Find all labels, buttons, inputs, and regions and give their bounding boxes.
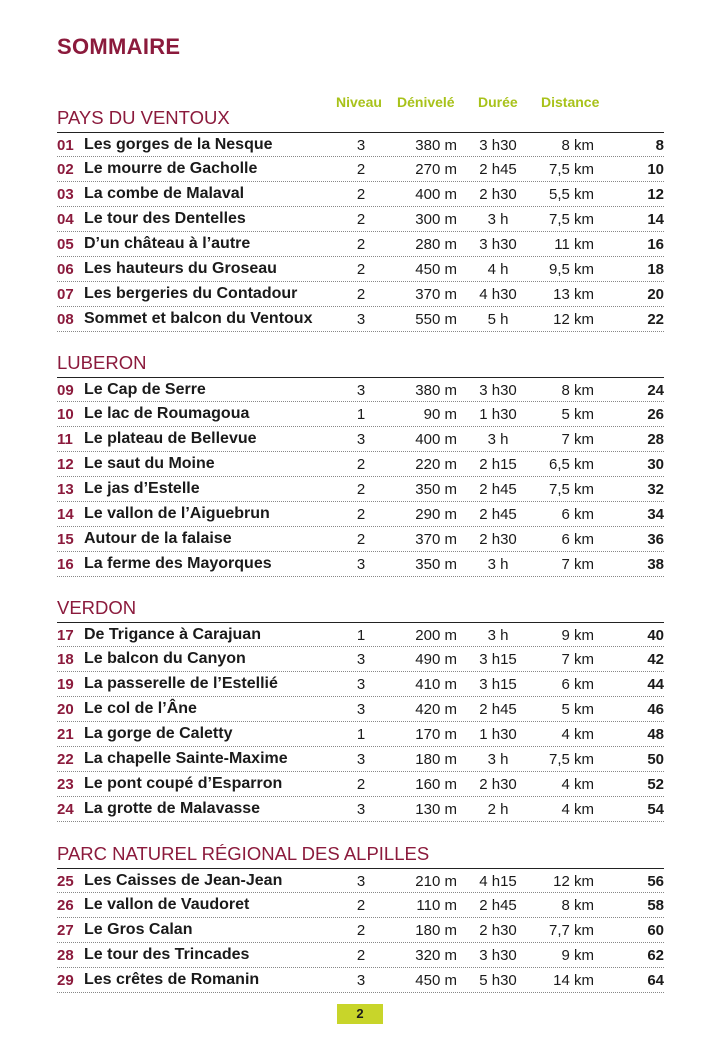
entry-niveau: 3 xyxy=(356,651,366,668)
entry-niveau: 3 xyxy=(356,676,366,693)
entry-distance: 11 km xyxy=(554,236,594,253)
entry-niveau: 3 xyxy=(356,382,366,399)
entry-number: 08 xyxy=(57,311,74,328)
entry-duree: 2 h45 xyxy=(479,897,517,914)
toc-entry[interactable] xyxy=(57,132,664,157)
entry-niveau: 2 xyxy=(356,776,366,793)
entry-page: 18 xyxy=(647,261,664,278)
entry-number: 15 xyxy=(57,531,74,548)
entry-niveau: 2 xyxy=(356,947,366,964)
toc-entry[interactable] xyxy=(57,257,664,282)
entry-duree: 3 h15 xyxy=(479,651,517,668)
toc-entry[interactable] xyxy=(57,968,664,993)
entry-denivele: 290 m xyxy=(415,506,457,523)
toc-entry[interactable] xyxy=(57,868,664,893)
entry-duree: 2 h45 xyxy=(479,481,517,498)
entry-distance: 7,7 km xyxy=(548,922,594,939)
entry-page: 20 xyxy=(647,286,664,303)
entry-niveau: 3 xyxy=(356,801,366,818)
entry-page: 34 xyxy=(647,506,664,523)
entry-page: 64 xyxy=(647,972,664,989)
entry-duree: 2 h30 xyxy=(479,186,517,203)
toc-entry[interactable] xyxy=(57,157,664,182)
entry-niveau: 1 xyxy=(356,627,366,644)
column-header-distance: Distance xyxy=(541,94,600,110)
toc-entry[interactable] xyxy=(57,697,664,722)
page-number: 2 xyxy=(337,1004,383,1024)
entry-denivele: 180 m xyxy=(415,751,457,768)
entry-duree: 3 h30 xyxy=(479,137,517,154)
entry-denivele: 200 m xyxy=(415,627,457,644)
entry-number: 26 xyxy=(57,897,74,914)
entry-page: 38 xyxy=(647,556,664,573)
entry-denivele: 350 m xyxy=(415,481,457,498)
entry-distance: 7,5 km xyxy=(548,161,594,178)
entry-denivele: 160 m xyxy=(415,776,457,793)
entry-denivele: 350 m xyxy=(415,556,457,573)
entry-page: 28 xyxy=(647,431,664,448)
entry-duree: 3 h xyxy=(487,556,509,573)
entry-page: 32 xyxy=(647,481,664,498)
entry-duree: 3 h30 xyxy=(479,947,517,964)
entry-denivele: 380 m xyxy=(415,137,457,154)
toc-entry[interactable] xyxy=(57,893,664,918)
toc-entry[interactable] xyxy=(57,797,664,822)
entry-duree: 2 h30 xyxy=(479,922,517,939)
entry-duree: 4 h30 xyxy=(479,286,517,303)
entry-niveau: 2 xyxy=(356,922,366,939)
entry-number: 17 xyxy=(57,627,74,644)
entry-duree: 3 h30 xyxy=(479,236,517,253)
entry-denivele: 90 m xyxy=(423,406,457,423)
entry-name: Les gorges de la Nesque xyxy=(84,136,273,153)
entry-page: 8 xyxy=(655,137,664,154)
toc-entry[interactable] xyxy=(57,402,664,427)
entry-niveau: 3 xyxy=(356,137,366,154)
entry-page: 56 xyxy=(647,873,664,890)
entry-name: Le col de l’Âne xyxy=(84,700,197,717)
entry-name: Le mourre de Gacholle xyxy=(84,160,258,177)
toc-entry[interactable] xyxy=(57,427,664,452)
entry-name: Les bergeries du Contadour xyxy=(84,285,298,302)
toc-entry[interactable] xyxy=(57,377,664,402)
entry-number: 27 xyxy=(57,922,74,939)
entry-page: 40 xyxy=(647,627,664,644)
toc-entry[interactable] xyxy=(57,527,664,552)
entry-name: La grotte de Malavasse xyxy=(84,800,261,817)
entry-distance: 5 km xyxy=(561,406,594,423)
entry-denivele: 280 m xyxy=(415,236,457,253)
entry-page: 46 xyxy=(647,701,664,718)
entry-distance: 5 km xyxy=(561,701,594,718)
entry-name: La ferme des Mayorques xyxy=(84,555,272,572)
entry-number: 24 xyxy=(57,801,74,818)
entry-distance: 7,5 km xyxy=(548,211,594,228)
toc-entry[interactable] xyxy=(57,477,664,502)
entry-duree: 5 h xyxy=(487,311,509,328)
entry-name: Le balcon du Canyon xyxy=(84,650,246,667)
toc-entry[interactable] xyxy=(57,622,664,647)
toc-entry[interactable] xyxy=(57,647,664,672)
entry-number: 21 xyxy=(57,726,74,743)
entry-number: 05 xyxy=(57,236,74,253)
entry-denivele: 400 m xyxy=(415,431,457,448)
entry-name: Les Caisses de Jean-Jean xyxy=(84,872,283,889)
entry-page: 60 xyxy=(647,922,664,939)
entry-name: Le vallon de Vaudoret xyxy=(84,896,250,913)
entry-distance: 7,5 km xyxy=(548,751,594,768)
entry-page: 22 xyxy=(647,311,664,328)
entry-distance: 4 km xyxy=(561,801,594,818)
toc-entry[interactable] xyxy=(57,182,664,207)
entry-name: Le tour des Trincades xyxy=(84,946,250,963)
entry-niveau: 3 xyxy=(356,873,366,890)
entry-number: 29 xyxy=(57,972,74,989)
entry-name: La chapelle Sainte-Maxime xyxy=(84,750,288,767)
entry-distance: 6 km xyxy=(561,506,594,523)
entry-name: Sommet et balcon du Ventoux xyxy=(84,310,313,327)
entry-number: 04 xyxy=(57,211,74,228)
entry-number: 23 xyxy=(57,776,74,793)
entry-duree: 2 h15 xyxy=(479,456,517,473)
entry-distance: 8 km xyxy=(561,137,594,154)
entry-distance: 6 km xyxy=(561,531,594,548)
entry-name: La gorge de Caletty xyxy=(84,725,233,742)
entry-distance: 6 km xyxy=(561,676,594,693)
entry-denivele: 220 m xyxy=(415,456,457,473)
entry-denivele: 410 m xyxy=(415,676,457,693)
entry-niveau: 2 xyxy=(356,286,366,303)
entry-distance: 9,5 km xyxy=(548,261,594,278)
entry-name: Le lac de Roumagoua xyxy=(84,405,250,422)
entry-name: Les crêtes de Romanin xyxy=(84,971,260,988)
entry-niveau: 3 xyxy=(356,751,366,768)
entry-page: 16 xyxy=(647,236,664,253)
toc-entry[interactable] xyxy=(57,747,664,772)
entry-duree: 2 h45 xyxy=(479,506,517,523)
entry-duree: 3 h xyxy=(487,627,509,644)
entry-distance: 4 km xyxy=(561,726,594,743)
entry-niveau: 3 xyxy=(356,311,366,328)
page-title: SOMMAIRE xyxy=(57,34,181,59)
section-title: PARC NATUREL RÉGIONAL DES ALPILLES xyxy=(57,843,430,864)
entry-duree: 2 h30 xyxy=(479,531,517,548)
entry-denivele: 550 m xyxy=(415,311,457,328)
entry-number: 06 xyxy=(57,261,74,278)
entry-number: 14 xyxy=(57,506,74,523)
toc-entry[interactable] xyxy=(57,772,664,797)
entry-niveau: 3 xyxy=(356,431,366,448)
entry-page: 44 xyxy=(647,676,664,693)
entry-niveau: 2 xyxy=(356,211,366,228)
entry-niveau: 3 xyxy=(356,972,366,989)
toc-entry[interactable] xyxy=(57,282,664,307)
entry-distance: 13 km xyxy=(553,286,594,303)
toc-entry[interactable] xyxy=(57,232,664,257)
entry-distance: 7 km xyxy=(561,651,594,668)
entry-niveau: 2 xyxy=(356,506,366,523)
section-title: PAYS DU VENTOUX xyxy=(57,107,230,128)
entry-distance: 7,5 km xyxy=(548,481,594,498)
entry-page: 52 xyxy=(647,776,664,793)
entry-name: Le plateau de Bellevue xyxy=(84,430,257,447)
entry-niveau: 2 xyxy=(356,897,366,914)
toc-entry[interactable] xyxy=(57,452,664,477)
toc-entry[interactable] xyxy=(57,722,664,747)
entry-distance: 12 km xyxy=(553,873,594,890)
entry-name: Le jas d’Estelle xyxy=(84,480,200,497)
entry-name: Le Gros Calan xyxy=(84,921,193,938)
entry-name: Le Cap de Serre xyxy=(84,381,206,398)
entry-denivele: 210 m xyxy=(415,873,457,890)
toc-entry[interactable] xyxy=(57,502,664,527)
entry-name: De Trigance à Carajuan xyxy=(84,626,261,643)
entry-page: 14 xyxy=(647,211,664,228)
entry-page: 50 xyxy=(647,751,664,768)
entry-duree: 5 h30 xyxy=(479,972,517,989)
entry-duree: 2 h45 xyxy=(479,701,517,718)
entry-denivele: 420 m xyxy=(415,701,457,718)
section-alpilles xyxy=(57,842,664,993)
entry-denivele: 370 m xyxy=(415,531,457,548)
entry-duree: 2 h45 xyxy=(479,161,517,178)
entry-page: 58 xyxy=(647,897,664,914)
entry-duree: 1 h30 xyxy=(479,406,517,423)
entry-number: 28 xyxy=(57,947,74,964)
entry-number: 07 xyxy=(57,286,74,303)
entry-distance: 8 km xyxy=(561,897,594,914)
entry-distance: 7 km xyxy=(561,556,594,573)
section-luberon xyxy=(57,351,664,577)
entry-denivele: 380 m xyxy=(415,382,457,399)
entry-number: 22 xyxy=(57,751,74,768)
entry-denivele: 130 m xyxy=(415,801,457,818)
entry-number: 11 xyxy=(57,431,73,448)
section-pays-du-ventoux xyxy=(57,106,664,332)
entry-duree: 1 h30 xyxy=(479,726,517,743)
entry-denivele: 180 m xyxy=(415,922,457,939)
column-header-denivele: Dénivelé xyxy=(397,94,455,110)
entry-name: Le saut du Moine xyxy=(84,455,215,472)
entry-distance: 14 km xyxy=(553,972,594,989)
toc-entry[interactable] xyxy=(57,207,664,232)
entry-niveau: 2 xyxy=(356,531,366,548)
entry-distance: 6,5 km xyxy=(548,456,594,473)
entry-number: 18 xyxy=(57,651,74,668)
entry-duree: 3 h15 xyxy=(479,676,517,693)
entry-name: Les hauteurs du Groseau xyxy=(84,260,277,277)
entry-duree: 4 h15 xyxy=(479,873,517,890)
entry-niveau: 2 xyxy=(356,186,366,203)
entry-page: 42 xyxy=(647,651,664,668)
entry-name: La combe de Malaval xyxy=(84,185,245,202)
entry-page: 36 xyxy=(647,531,664,548)
entry-page: 26 xyxy=(647,406,664,423)
toc-entry[interactable] xyxy=(57,672,664,697)
entry-denivele: 300 m xyxy=(415,211,457,228)
entry-denivele: 400 m xyxy=(415,186,457,203)
entry-number: 02 xyxy=(57,161,74,178)
entry-page: 48 xyxy=(647,726,664,743)
entry-denivele: 270 m xyxy=(415,161,457,178)
entry-name: D’un château à l’autre xyxy=(84,235,251,252)
entry-niveau: 3 xyxy=(356,701,366,718)
entry-niveau: 1 xyxy=(356,726,366,743)
entry-duree: 3 h30 xyxy=(479,382,517,399)
entry-name: Le pont coupé d’Esparron xyxy=(84,775,283,792)
entry-page: 24 xyxy=(647,382,664,399)
entry-denivele: 490 m xyxy=(415,651,457,668)
toc-entry[interactable] xyxy=(57,307,664,332)
entry-number: 10 xyxy=(57,406,74,423)
entry-denivele: 450 m xyxy=(415,261,457,278)
entry-page: 54 xyxy=(647,801,664,818)
entry-niveau: 2 xyxy=(356,236,366,253)
entry-name: Autour de la falaise xyxy=(84,530,232,547)
entry-number: 19 xyxy=(57,676,74,693)
entry-distance: 7 km xyxy=(561,431,594,448)
section-title: VERDON xyxy=(57,597,137,618)
entry-niveau: 2 xyxy=(356,161,366,178)
entry-number: 25 xyxy=(57,873,74,890)
entry-number: 16 xyxy=(57,556,74,573)
entry-name: Le vallon de l’Aiguebrun xyxy=(84,505,270,522)
section-verdon xyxy=(57,596,664,822)
entry-number: 13 xyxy=(57,481,74,498)
entry-duree: 3 h xyxy=(487,751,509,768)
entry-duree: 2 h xyxy=(487,801,509,818)
entry-duree: 2 h30 xyxy=(479,776,517,793)
entry-number: 12 xyxy=(57,456,74,473)
entry-niveau: 2 xyxy=(356,261,366,278)
entry-niveau: 2 xyxy=(356,456,366,473)
entry-denivele: 110 m xyxy=(416,897,457,914)
toc-entry[interactable] xyxy=(57,943,664,968)
entry-number: 03 xyxy=(57,186,74,203)
entry-niveau: 1 xyxy=(356,406,366,423)
entry-denivele: 450 m xyxy=(415,972,457,989)
entry-page: 12 xyxy=(647,186,664,203)
entry-niveau: 2 xyxy=(356,481,366,498)
entry-distance: 8 km xyxy=(561,382,594,399)
column-header-niveau: Niveau xyxy=(336,94,382,110)
entry-duree: 3 h xyxy=(487,431,509,448)
entry-name: La passerelle de l’Estellié xyxy=(84,675,278,692)
entry-distance: 12 km xyxy=(553,311,594,328)
toc-entry[interactable] xyxy=(57,552,664,577)
column-header-duree: Durée xyxy=(478,94,518,110)
entry-denivele: 320 m xyxy=(415,947,457,964)
entry-distance: 5,5 km xyxy=(548,186,594,203)
entry-page: 30 xyxy=(647,456,664,473)
entry-number: 01 xyxy=(57,137,74,154)
entry-number: 09 xyxy=(57,382,74,399)
entry-distance: 9 km xyxy=(561,627,594,644)
entry-denivele: 370 m xyxy=(415,286,457,303)
entry-page: 62 xyxy=(647,947,664,964)
entry-duree: 4 h xyxy=(487,261,509,278)
toc-entry[interactable] xyxy=(57,918,664,943)
section-title: LUBERON xyxy=(57,352,147,373)
entry-name: Le tour des Dentelles xyxy=(84,210,246,227)
entry-niveau: 3 xyxy=(356,556,366,573)
entry-duree: 3 h xyxy=(487,211,509,228)
entry-distance: 9 km xyxy=(561,947,594,964)
entry-number: 20 xyxy=(57,701,74,718)
entry-distance: 4 km xyxy=(561,776,594,793)
entry-page: 10 xyxy=(647,161,664,178)
entry-denivele: 170 m xyxy=(415,726,457,743)
